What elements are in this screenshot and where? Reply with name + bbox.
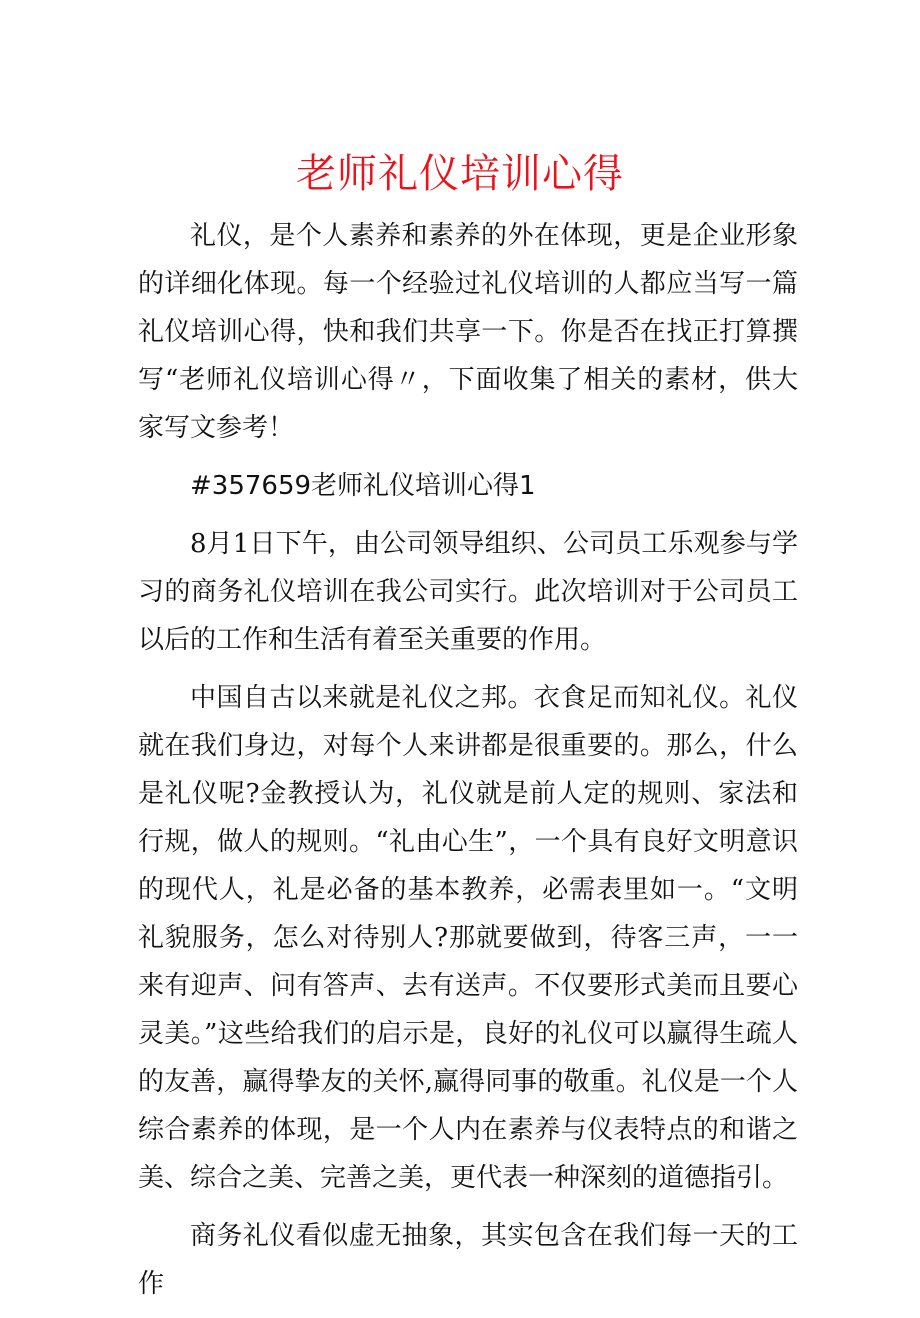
section-heading: #357659老师礼仪培训心得1: [190, 471, 536, 501]
intro-paragraph: 礼仪，是个人素养和素养的外在体现，更是企业形象的详细化体现。每一个经验过礼仪培训的人都应当写一篇礼仪培训心得，快和我们共享一下。你是否在找正打算撰写“老师礼仪培训心得〃，下面收集了相关的素材，供大家写文参考！: [138, 221, 798, 443]
body-paragraph: 8月1日下午，由公司领导组织、公司员工乐观参与学习的商务礼仪培训在我公司实行。此次培训对于公司员工以后的工作和生活有着至关重要的作用。: [138, 529, 798, 655]
document-title: 老师礼仪培训心得: [296, 151, 624, 197]
body-paragraph: 商务礼仪看似虚无抽象，其实包含在我们每一天的工作: [138, 1221, 798, 1299]
document-body: [138, 212, 798, 1318]
body-paragraph: 中国自古以来就是礼仪之邦。衣食足而知礼仪。礼仪就在我们身边，对每个人来讲都是很重要的。那么，什么是礼仪呢?金教授认为，礼仪就是前人定的规则、家法和行规，做人的规则。“礼由心生”，一个具有良好文明意识的现代人，礼是必备的基本教养，必需表里如一。“文明礼貌服务，怎么对待别人?那就要做到，待客三声，一一来有迎声、问有答声、去有送声。不仅要形式美而且要心灵美。”这些给我们的启示是，良好的礼仪可以赢得生疏人的友善，赢得挚友的关怀,赢得同事的敬重。礼仪是一个人综合素养的体现，是一个人内在素养与仪表特点的和谐之美、综合之美、完善之美，更代表一种深刻的道德指引。: [138, 683, 798, 1193]
